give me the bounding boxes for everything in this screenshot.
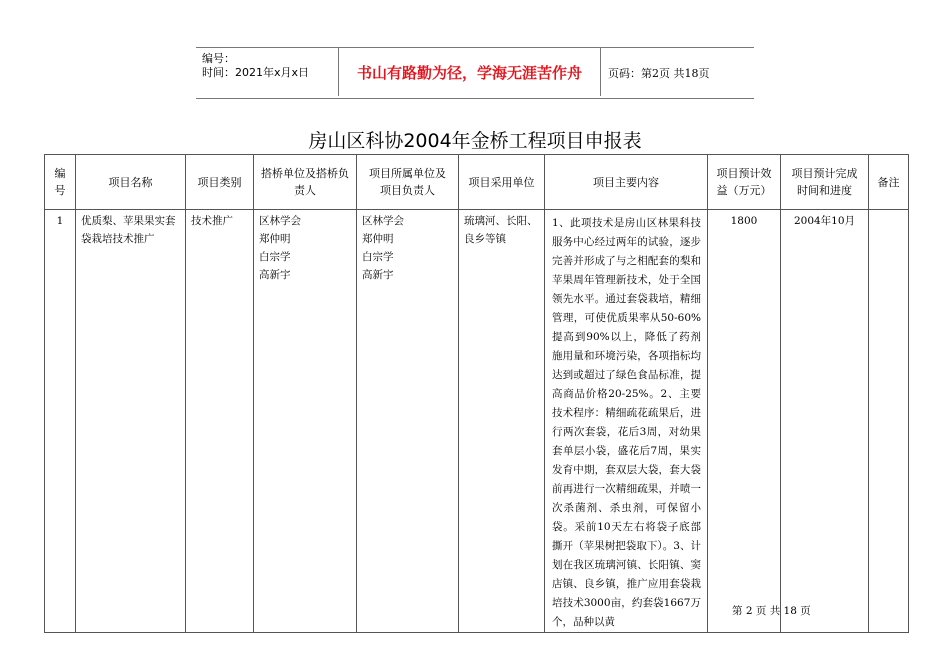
col-content: 项目主要内容 bbox=[545, 155, 708, 210]
row-number: 1 bbox=[45, 210, 76, 633]
col-name: 项目名称 bbox=[76, 155, 186, 210]
col-remark: 备注 bbox=[869, 155, 909, 210]
col-owner: 项目所属单位及项目负责人 bbox=[357, 155, 459, 210]
col-category: 项目类别 bbox=[186, 155, 254, 210]
row-bridge: 区林学会 郑仲明 白宗学 高新宇 bbox=[254, 210, 357, 633]
document-title: 房山区科协2004年金桥工程项目申报表 bbox=[308, 130, 642, 152]
time-label: 时间：2021年x月x日 bbox=[202, 66, 310, 79]
row-category: 技术推广 bbox=[186, 210, 254, 633]
col-bridge: 搭桥单位及搭桥负责人 bbox=[254, 155, 357, 210]
col-adopter: 项目采用单位 bbox=[459, 155, 545, 210]
row-content: 1、此项技术是房山区林果科技服务中心经过两年的试验，逐步完善并形成了与之相配套的梨和苹果周年管理新技术，处于全国领先水平。通过套袋栽培，精细管理，可使优质果率从50-60%提高到90%以上，降低了药剂施用量和环境污染，各项指标均达到或超过了绿色食品标准，提高商品价格20-25%。2、主要技术程序：精细疏花疏果后，进行两次套袋，花后3周，对幼果套单层小袋，盛花后7周，果实发育中期，套双层大袋，套大袋前再进行一次精细疏果，并喷一次杀菌剂、杀虫剂，可保留小袋。采前10天左右将袋子底部撕开（苹果树把袋取下）。3、计划在我区琉璃河镇、长阳镇、窦店镇、良乡镇，推广应用套袋栽培技术3000亩，约套袋1667万个，品种以黄 bbox=[545, 210, 708, 633]
row-owner: 区林学会 郑仲明 白宗学 高新宇 bbox=[357, 210, 459, 633]
col-completion: 项目预计完成时间和进度 bbox=[781, 155, 869, 210]
col-benefit: 项目预计效益（万元） bbox=[708, 155, 781, 210]
number-label: 编号： bbox=[202, 52, 235, 65]
header-meta bbox=[202, 52, 309, 80]
row-name: 优质梨、苹果果实套袋栽培技术推广 bbox=[76, 210, 186, 633]
project-table bbox=[44, 154, 909, 633]
page-header bbox=[196, 47, 754, 99]
row-remark bbox=[869, 210, 909, 633]
col-number: 编号 bbox=[45, 155, 76, 210]
row-completion: 2004年10月 bbox=[781, 210, 869, 633]
page-footer: 第 2 页 共 18 页 bbox=[732, 605, 811, 617]
row-adopter: 琉璃河、长阳、良乡等镇 bbox=[459, 210, 545, 633]
row-benefit: 1800 bbox=[708, 210, 781, 633]
page-label: 页码：第2页 共18页 bbox=[608, 67, 710, 80]
table-header-row bbox=[45, 155, 909, 210]
motto: 书山有路勤为径，学海无涯苦作舟 bbox=[338, 48, 601, 96]
table-row bbox=[45, 210, 909, 633]
